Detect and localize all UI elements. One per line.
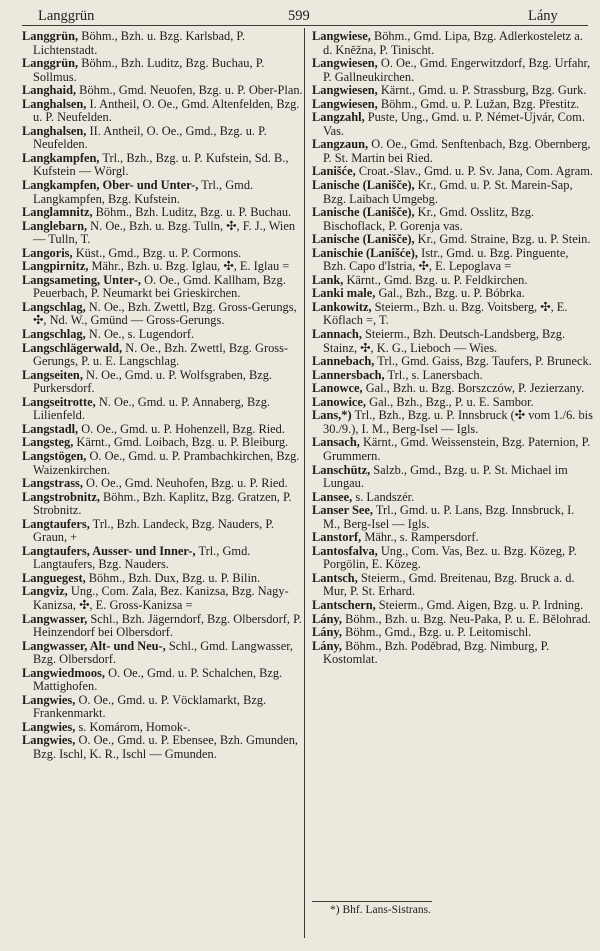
entry-headword: Langwies, <box>22 733 76 748</box>
entry-details: Istr., Gmd. u. Bzg. Pinguente, Bzh. Capo d'Istria, ✣, E. Lepoglava = <box>323 245 569 274</box>
entry-details: Kärnt., Gmd. Weissenstein, Bzg. Paternion, P. Grummern. <box>323 435 591 463</box>
gazetteer-entry <box>312 233 594 247</box>
entry-details: N. Oe., Bzh. Zwettl, Bzg. Gross-Gerungs, ✣, Nd. W., Gmünd — Gross-Gerungs. <box>33 299 297 328</box>
entry-headword: Langkampfen, Ober- und Unter-, <box>22 178 199 193</box>
gazetteer-entry <box>22 98 304 125</box>
gazetteer-entry <box>22 30 304 57</box>
entry-headword: Langviz, <box>22 584 68 599</box>
entry-details: O. Oe., Gmd. Senftenbach, Bzg. Obernberg, P. St. Martin bei Ried. <box>323 137 591 165</box>
entry-headword: Lannersbach, <box>312 367 385 382</box>
entry-details: Kärnt., Gmd. Loibach, Bzg. u. P. Bleiburg. <box>73 435 289 450</box>
entry-details: Mähr., Bzh. u. Bzg. Iglau, ✣, E. Iglau = <box>88 259 290 274</box>
entry-headword: Langoris, <box>22 245 73 260</box>
entry-details: Kärnt., Gmd. u. P. Strassburg, Bzg. Gurk. <box>377 83 587 98</box>
gazetteer-entry <box>22 274 304 301</box>
entry-details: Böhm., Bzh. u. Bzg. Karlsbad, P. Lichtenstadt. <box>33 29 246 57</box>
entry-details: Trl., Gmd. u. P. Lans, Bzg. Innsbruck, I. M., Berg-Isel — Igls. <box>323 503 575 531</box>
entry-headword: Langlebarn, <box>22 218 88 233</box>
entry-headword: Langzahl, <box>312 110 365 125</box>
gazetteer-entry <box>22 491 304 518</box>
entry-details: O. Oe., Gmd. u. P. Ebensee, Bzh. Gmunden, Bzg. Ischl, K. R., Ischl — Gmunden. <box>33 733 299 761</box>
entry-headword: Langgrün, <box>22 29 79 43</box>
gazetteer-entry <box>312 409 594 436</box>
gazetteer-entry <box>312 301 594 328</box>
entry-details: Böhm., Bzh. Luditz, Bzg. Buchau, P. Sollmus. <box>33 56 265 84</box>
gazetteer-entry <box>312 464 594 491</box>
entry-details: Schl., Bzh. Jägerndorf, Bzg. Olbersdorf, P. Heinzendorf bei Olbersdorf. <box>33 611 302 640</box>
entry-details: O. Oe., Gmd. Engerwitzdorf, Bzg. Urfahr, P. Gallneukirchen. <box>323 56 591 84</box>
gazetteer-entry <box>312 491 594 505</box>
entry-headword: Langwasser, Alt- und Neu-, <box>22 638 166 653</box>
entry-details: Böhm., Bzh. Kaplitz, Bzg. Gratzen, P. Strobnitz. <box>33 489 292 518</box>
entry-headword: Languegest, <box>22 570 86 585</box>
entry-headword: Lanischie (Lanišće), <box>312 245 419 260</box>
gazetteer-entry <box>22 220 304 247</box>
entry-details: s. Komárom, Homok-. <box>75 719 191 734</box>
entry-headword: Langsameting, Unter-, <box>22 272 141 287</box>
entry-headword: Langpirnitz, <box>22 259 89 274</box>
gazetteer-entry <box>22 518 304 545</box>
entry-headword: Lanki male, <box>312 286 376 301</box>
entry-headword: Lanowce, <box>312 381 363 396</box>
gazetteer-entry <box>312 57 594 84</box>
entry-headword: Lány, <box>312 638 342 653</box>
gazetteer-entry <box>312 504 594 531</box>
entry-headword: Lannebach, <box>312 354 375 369</box>
header-right-word: Lány <box>528 8 558 24</box>
entry-headword: Langseitrotte, <box>22 394 96 409</box>
entry-details: O. Oe., Gmd. u. P. Vöcklamarkt, Bzg. Frankenmarkt. <box>33 692 267 721</box>
entry-headword: Lans,*) <box>312 408 352 423</box>
gazetteer-entry <box>312 572 594 599</box>
entry-details: Kärnt., Gmd. Bzg. u. P. Feldkirchen. <box>343 272 528 287</box>
gazetteer-entry <box>312 369 594 383</box>
entry-details: Böhm., Bzh. u. Bzg. Neu-Paka, P. u. E. Bělohrad. <box>341 611 591 626</box>
entry-details: N. Oe., Bzh. u. Bzg. Tulln, ✣, F. J., Wien — Tulln, T. <box>33 218 296 247</box>
gazetteer-entry <box>22 667 304 694</box>
gazetteer-entry <box>22 84 304 98</box>
gazetteer-entry <box>22 152 304 179</box>
entry-headword: Langlamnitz, <box>22 205 93 220</box>
left-column <box>22 30 304 762</box>
header-left-word: Langgrün <box>38 8 95 24</box>
entry-headword: Langschlag, <box>22 327 86 342</box>
entry-headword: Langwiesen, <box>312 83 378 98</box>
gazetteer-entry <box>22 342 304 369</box>
header-rule <box>22 25 588 26</box>
entry-headword: Lány, <box>312 611 342 626</box>
entry-headword: Lanowice, <box>312 394 367 409</box>
gazetteer-entry <box>22 328 304 342</box>
gazetteer-entry <box>312 355 594 369</box>
entry-headword: Lantschern, <box>312 597 376 612</box>
gazetteer-entry <box>312 328 594 355</box>
right-column <box>312 30 594 667</box>
entry-headword: Langkampfen, <box>22 150 100 165</box>
gazetteer-entry <box>312 274 594 288</box>
gazetteer-entry <box>22 247 304 261</box>
entry-headword: Lansee, <box>312 489 353 504</box>
entry-headword: Lankowitz, <box>312 299 372 314</box>
entry-details: Gal., Bzh., Bzg. u. P. Bóbrka. <box>375 286 525 301</box>
gazetteer-entry <box>22 301 304 328</box>
gazetteer-entry <box>312 545 594 572</box>
entry-headword: Lantosfalva, <box>312 543 378 558</box>
entry-details: Trl., Gmd. Gaiss, Bzg. Taufers, P. Bruneck. <box>374 354 592 369</box>
entry-details: Trl., Gmd. Langkampfen, Bzg. Kufstein. <box>33 178 254 206</box>
entry-headword: Langwiesen, <box>312 96 378 111</box>
entry-details: II. Antheil, O. Oe., Gmd., Bzg. u. P. Neufelden. <box>33 123 267 152</box>
entry-headword: Langwiedmoos, <box>22 665 105 680</box>
entry-headword: Langstrobnitz, <box>22 489 100 504</box>
gazetteer-entry <box>22 396 304 423</box>
entry-details: O. Oe., Gmd. Neuhofen, Bzg. u. P. Ried. <box>82 476 288 491</box>
entry-headword: Lanstorf, <box>312 530 362 545</box>
entry-headword: Langstögen, <box>22 448 87 463</box>
gazetteer-entry <box>312 626 594 640</box>
gazetteer-entry <box>312 247 594 274</box>
entry-headword: Langwies, <box>22 719 76 734</box>
entry-details: Böhm., Bzh. Luditz, Bzg. u. P. Buchau. <box>92 205 292 220</box>
entry-details: Böhm., Gmd. u. P. Lužan, Bzg. Přestitz. <box>377 96 580 111</box>
gazetteer-entry <box>312 179 594 206</box>
entry-headword: Langwiese, <box>312 29 371 43</box>
entry-details: Ung., Com. Vas, Bez. u. Bzg. Közeg, P. Porgölin, E. Közeg. <box>323 543 577 572</box>
entry-headword: Langwasser, <box>22 611 88 626</box>
gazetteer-entry <box>312 436 594 463</box>
gazetteer-entry <box>312 396 594 410</box>
gazetteer-entry <box>22 260 304 274</box>
gazetteer-entry <box>22 734 304 761</box>
footnote: *) Bhf. Lans-Sistrans. <box>330 904 431 916</box>
entry-headword: Langstadl, <box>22 421 79 436</box>
entry-headword: Langtaufers, Ausser- und Inner-, <box>22 543 196 558</box>
entry-headword: Lank, <box>312 272 344 287</box>
entry-details: Puste, Ung., Gmd. u. P. Német-Ujvár, Com. Vas. <box>323 110 585 138</box>
entry-headword: Langschlag, <box>22 299 86 314</box>
entry-headword: Lanische (Lanišče), <box>312 205 415 220</box>
gazetteer-entry <box>22 545 304 572</box>
entry-details: s. Landszér. <box>352 489 415 504</box>
gazetteer-entry <box>312 206 594 233</box>
entry-headword: Lannach, <box>312 327 362 342</box>
gazetteer-entry <box>22 585 304 612</box>
entry-details: Trl., Bzh., Bzg. u. P. Kufstein, Sd. B., Kufstein — Wörgl. <box>33 150 289 179</box>
entry-headword: Langhaid, <box>22 83 77 98</box>
gazetteer-entry <box>312 287 594 301</box>
gazetteer-entry <box>312 138 594 165</box>
entry-details: Steierm., Bzh. u. Bzg. Voitsberg, ✣, E. Köflach =, T. <box>323 299 568 328</box>
entry-headword: Lantsch, <box>312 570 358 585</box>
entry-details: Kr., Gmd. Straine, Bzg. u. P. Stein. <box>414 232 591 247</box>
entry-details: Böhm., Bzh. Dux, Bzg. u. P. Bilin. <box>85 570 261 585</box>
entry-details: O. Oe., Gmd. u. P. Hohenzell, Bzg. Ried. <box>78 421 285 436</box>
gazetteer-entry <box>312 165 594 179</box>
entry-details: Kr., Gmd. u. P. St. Marein-Sap, Bzg. Laibach Umgebg. <box>323 178 573 206</box>
footnote-rule <box>312 901 432 902</box>
entry-headword: Lanišće, <box>312 164 356 179</box>
gazetteer-entry <box>312 599 594 613</box>
column-divider <box>304 28 305 938</box>
gazetteer-entry <box>22 179 304 206</box>
entry-details: Böhm., Gmd. Neuofen, Bzg. u. P. Ober-Plan. <box>76 83 303 98</box>
entry-details: O. Oe., Gmd. Kallham, Bzg. Peuerbach, P. Neumarkt bei Grieskirchen. <box>33 272 286 301</box>
gazetteer-entry <box>312 111 594 138</box>
entry-details: Gal., Bzh., Bzg., P. u. E. Sambor. <box>366 394 534 409</box>
gazetteer-entry <box>22 423 304 437</box>
gazetteer-entry <box>312 382 594 396</box>
entry-headword: Langschlägerwald, <box>22 340 123 355</box>
entry-headword: Langtaufers, <box>22 516 90 531</box>
gazetteer-entry <box>312 640 594 667</box>
entry-headword: Lanschütz, <box>312 462 371 477</box>
entry-details: Kr., Gmd. Osslitz, Bzg. Bischoflack, P. Gorenja vas. <box>323 205 535 233</box>
gazetteer-entry <box>312 30 594 57</box>
gazetteer-entry <box>22 694 304 721</box>
entry-headword: Langsteg, <box>22 435 74 450</box>
gazetteer-entry <box>22 450 304 477</box>
entry-details: Steierm., Gmd. Aigen, Bzg. u. P. Irdning. <box>375 597 584 612</box>
entry-details: Trl., Bzh., Bzg. u. P. Innsbruck (✣ vom 1./6. bis 30./9.), I. M., Berg-Isel — Igls. <box>323 408 593 436</box>
entry-details: Steierm., Bzh. Deutsch-Landsberg, Bzg. Stainz, ✣, K. G., Lieboch — Wies. <box>323 327 566 355</box>
entry-details: O. Oe., Gmd. u. P. Schalchen, Bzg. Mattighofen. <box>33 665 283 694</box>
gazetteer-entry <box>312 84 594 98</box>
entry-details: Mähr., s. Rampersdorf. <box>361 530 479 545</box>
entry-details: Küst., Gmd., Bzg. u. P. Cormons. <box>72 245 242 260</box>
entry-headword: Lanische (Lanišče), <box>312 232 415 247</box>
gazetteer-entry <box>22 369 304 396</box>
entry-details: N. Oe., Gmd. u. P. Wolfsgraben, Bzg. Purkersdorf. <box>33 367 273 396</box>
entry-headword: Langgrün, <box>22 56 79 71</box>
gazetteer-entry <box>22 477 304 491</box>
gazetteer-entry <box>312 98 594 112</box>
gazetteer-entry <box>22 640 304 667</box>
entry-details: N. Oe., Bzh. Zwettl, Bzg. Gross-Gerungs, P. u. E. Langschlag. <box>33 340 289 369</box>
entry-headword: Langwies, <box>22 692 76 707</box>
entry-headword: Langseiten, <box>22 367 83 382</box>
entry-details: Trl., Gmd. Langtaufers, Bzg. Nauders. <box>33 543 251 572</box>
entry-details: Böhm., Bzh. Poděbrad, Bzg. Nimburg, P. Kostomlat. <box>323 638 550 667</box>
gazetteer-entry <box>312 531 594 545</box>
page-number: 599 <box>288 8 310 24</box>
entry-details: N. Oe., s. Lugendorf. <box>85 327 195 342</box>
entry-details: Böhm., Gmd. Lipa, Bzg. Adlerkosteletz a. d. Kněžna, P. Tinischt. <box>323 29 583 57</box>
entry-headword: Langwiesen, <box>312 56 378 71</box>
gazetteer-entry <box>22 206 304 220</box>
gazetteer-entry <box>22 721 304 735</box>
entry-headword: Langhalsen, <box>22 96 87 111</box>
entry-details: Böhm., Gmd., Bzg. u. P. Leitomischl. <box>341 625 532 640</box>
entry-headword: Lansach, <box>312 435 360 450</box>
gazetteer-entry <box>22 57 304 84</box>
entry-details: N. Oe., Gmd. u. P. Annaberg, Bzg. Lilienfeld. <box>33 394 271 423</box>
entry-headword: Lanser See, <box>312 503 374 518</box>
entry-headword: Lanische (Lanišče), <box>312 178 415 193</box>
entry-details: Salzb., Gmd., Bzg. u. P. St. Michael im Lungau. <box>323 462 568 491</box>
entry-headword: Lány, <box>312 625 342 640</box>
gazetteer-entry <box>22 572 304 586</box>
entry-details: O. Oe., Gmd. u. P. Prambachkirchen, Bzg. Waizenkirchen. <box>33 448 300 477</box>
entry-details: Croat.-Slav., Gmd. u. P. Sv. Jana, Com. Agram. <box>355 164 593 179</box>
entry-headword: Langzaun, <box>312 137 369 152</box>
entry-details: Schl., Gmd. Langwasser, Bzg. Olbersdorf. <box>33 638 293 667</box>
entry-details: Trl., Bzh. Landeck, Bzg. Nauders, P. Graun, + <box>33 516 274 545</box>
gazetteer-entry <box>22 125 304 152</box>
entry-details: Trl., s. Lanersbach. <box>384 367 483 382</box>
entry-details: Steierm., Gmd. Breitenau, Bzg. Bruck a. d. Mur, P. St. Erhard. <box>323 570 575 599</box>
entry-headword: Langhalsen, <box>22 123 87 138</box>
entry-headword: Langstrass, <box>22 476 83 491</box>
gazetteer-entry <box>22 613 304 640</box>
entry-details: Ung., Com. Zala, Bez. Kanizsa, Bzg. Nagy-Kanizsa, ✣, E. Gross-Kanizsa = <box>33 584 289 612</box>
entry-details: Gal., Bzh. u. Bzg. Borszczów, P. Jezierzany. <box>362 381 585 396</box>
entry-details: I. Antheil, O. Oe., Gmd. Altenfelden, Bzg. u. P. Neufelden. <box>33 96 300 125</box>
gazetteer-entry <box>312 613 594 627</box>
gazetteer-entry <box>22 436 304 450</box>
